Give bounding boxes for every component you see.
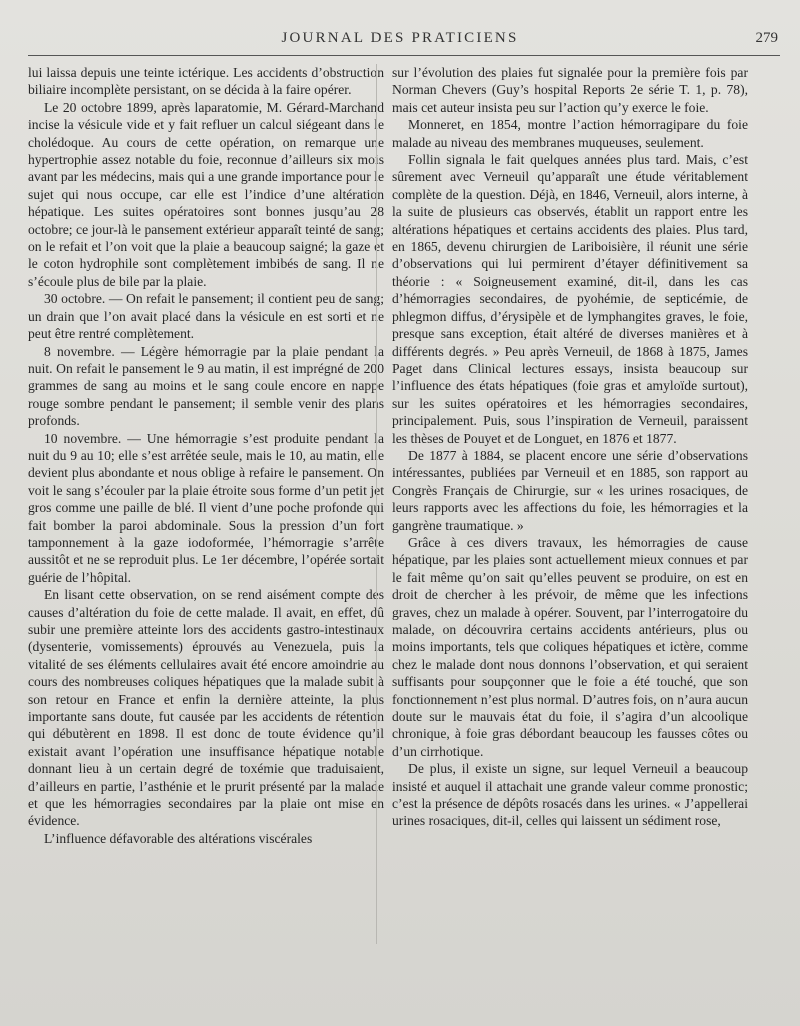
left-column	[28, 64, 384, 847]
paragraph: L’influence défavorable des altérations viscérales	[44, 830, 313, 846]
paragraph: En lisant cette observation, on se rend aisément compte des causes d’altération du foie de cette malade. Il avait, en effet, dû subir une première atteinte lors des accidents gastro-intestinaux (dysenterie, vomissements) éprouvés au Venezuela, puis la vitalité de ses éléments cellulaires avait été encore amoindrie au cours des nombreuses coliques hépatiques que la malade subit à son retour en France et enfin la dernière atteinte, la plus importante sans doute, fut causée par les accidents de rétention qui débutèrent en 1898. Il est donc de toute évidence qu’il existait avant l’opération une insuffisance hépatique notable donnant lieu à un certain degré de toxémie que traduisaient, d’ailleurs en partie, l’asthénie et le prurit présenté par la malade et que les hémorragies secondaires par la plaie ont mise en évidence.	[28, 587, 384, 829]
paragraph: Monneret, en 1854, montre l’action hémorragipare du foie malade au niveau des membranes muqueuses, seulement.	[392, 117, 748, 150]
paragraph: Grâce à ces divers travaux, les hémorragies de cause hépatique, par les plaies sont actuellement mieux connues et par le fait même qu’on sait qu’elles peuvent se produire, on est en droit de chercher à les prévoir, de même que les infections graves, chez un malade à opérer. Souvent, par l’interrogatoire du malade, on découvrira certains accidents antérieurs, plus ou moins importants, tels que coliques hépatiques et ictère, comme chez le malade dont nous donnons l’observation, et qui seraient suffisants pour soupçonner que le foie a été touché, que son fonctionnement n’est plus normal. D’autres fois, on n’aura aucun doute sur le mauvais état du foie, il s’agira d’un alcoolique chronique, à foie gras débordant beaucoup les fausses côtes ou d’un cirrhotique.	[392, 534, 748, 759]
paragraph: Le 20 octobre 1899, après laparatomie, M. Gérard-Marchand incise la vésicule vide et y fait refluer un calcul siégeant dans le cholédoque. Au cours de cette opération, on remarque une hypertrophie assez notable du foie, reconnue d’ailleurs six mois avant par les médecins, mais qui a une grande importance pour le sujet qui nous occupe, car elle est l’indice d’une altération hépatique. Les suites opératoires sont bonnes jusqu’au 28 octobre; ce jour-là le pansement extérieur apparaît teinté de sang; on le refait et l’on voit que la plaie a beaucoup saigné; la gaze et le coton hydrophile sont complètement imbibés de sang. Il ne s’écoule plus de bile par la plaie.	[28, 99, 384, 289]
paragraph: 30 octobre. — On refait le pansement; il contient peu de sang; un drain que l’on avait placé dans la vésicule en est sorti et ne peut être rentré complètement.	[28, 291, 384, 342]
paragraph: sur l’évolution des plaies fut signalée pour la première fois par Norman Chevers (Guy’s hospital Reports 2e série T. 1, p. 78), mais cet auteur insista peu sur l’action qu’y exerce le foie.	[392, 65, 748, 115]
column-divider	[376, 64, 377, 944]
page-number: 279	[755, 30, 778, 46]
right-column	[392, 64, 748, 830]
paragraph: De plus, il existe un signe, sur lequel Verneuil a beaucoup insisté et auquel il attachait une grande valeur comme pronostic; c’est la présence de dépôts rosacés dans les urines. « J’appellerai urines rosaciques, dit-il, celles qui laissent un sédiment rose,	[392, 761, 748, 829]
running-header	[0, 26, 800, 52]
journal-title: JOURNAL DES PRATICIENS	[281, 30, 519, 46]
header-rule	[28, 55, 780, 56]
paragraph: 10 novembre. — Une hémorragie s’est produite pendant la nuit du 9 au 10; elle s’est arrêtée seule, mais le 10, au matin, elle devient plus abondante et nous oblige à refaire le pansement. On voit le sang s’écouler par la plaie étroite sous forme d’un petit jet gros comme une paille de blé. Il vient d’une poche profonde qui fait bomber la paroi abdominale. Sous la pression d’un fort tamponnement à la gaze iodoformée, l’hémorragie s’arrête aussitôt et ne se reproduit plus. Le 1er décembre, l’opérée sortait guérie de l’hôpital.	[28, 430, 384, 585]
paragraph: Follin signala le fait quelques années plus tard. Mais, c’est sûrement avec Verneuil qu’apparaît une étude véritablement complète de la question. Déjà, en 1846, Verneuil, alors interne, à la suite de plusieurs cas observés, établit un rapport entre les altérations hépatiques et certains accidents des plaies. Plus tard, en 1865, devenu chirurgien de Lariboisière, il réunit une série d’observations qui lui permirent d’étayer définitivement sa théorie : « Soigneusement examiné, dit-il, dans les cas d’hémorragies secondaires, de pyohémie, de septicémie, de phlegmon diffus, d’érysipèle et de lymphangites graves, le foie, presque sans exception, était altéré de diverses manières et à différents degrés. » Peu après Verneuil, de 1868 à 1875, James Paget dans Clinical lectures essays, insista beaucoup sur l’influence des états hépatiques (foie gras et amyloïde surtout), sur les suites opératoires et les hémorragies secondaires, principalement. Puis, sous l’inspiration de Verneuil, paraissent les thèses de Pouyet et de Longuet, en 1876 et 1877.	[392, 152, 748, 446]
paragraph: lui laissa depuis une teinte ictérique. Les accidents d’obstruction biliaire incomplète persistant, on se décida à la faire opérer.	[28, 65, 384, 98]
paragraph: De 1877 à 1884, se placent encore une série d’observations intéressantes, publiées par Verneuil et en 1885, son rapport au Congrès Français de Chirurgie, sur « les urines rosaciques, de leurs rapports avec les affections du foie, les hémorragies et la gangrène traumatique. »	[392, 447, 748, 533]
paragraph: 8 novembre. — Légère hémorragie par la plaie pendant la nuit. On refait le pansement le 9 au matin, il est imprégné de 200 grammes de sang au moins et le sang coule encore en nappe rouge sombre pendant le pansement; il semble venir des plans profonds.	[28, 343, 384, 429]
